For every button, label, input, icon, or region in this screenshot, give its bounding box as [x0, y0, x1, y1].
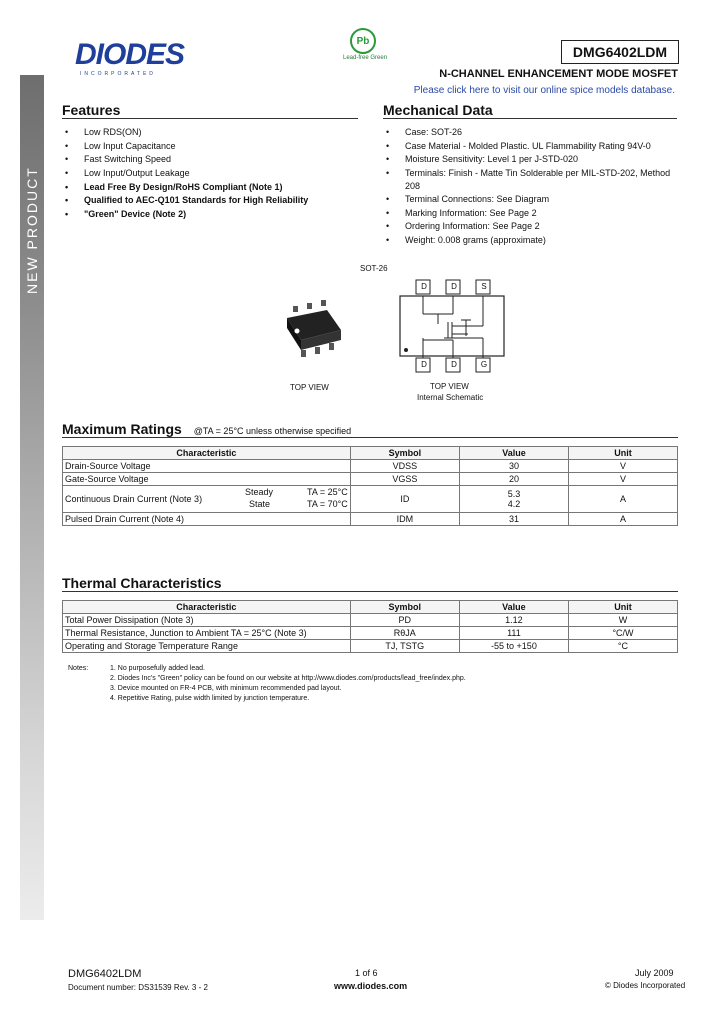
- list-item: • Lead Free By Design/RoHS Compliant (Note 1): [62, 181, 362, 195]
- list-item: • Low Input/Output Leakage: [62, 167, 362, 181]
- list-item: • Low Input Capacitance: [62, 140, 362, 154]
- table-row: Total Power Dissipation (Note 3) PD 1.12 W: [63, 614, 678, 627]
- note-item: 2. Diodes Inc's "Green" policy can be found on our website at http://www.diodes.com/products/lead_free/index.php.: [110, 675, 466, 682]
- list-item: • Terminals: Finish - Matte Tin Solderable per MIL-STD-202, Method 208: [383, 167, 675, 193]
- table-row: Operating and Storage Temperature Range TJ, TSTG -55 to +150 °C: [63, 640, 678, 653]
- footer-part-number: DMG6402LDM: [68, 968, 142, 980]
- footer-page-number: 1 of 6: [355, 968, 378, 978]
- table-row: Drain-Source Voltage VDSS 30 V: [63, 460, 678, 473]
- package-label: SOT-26: [360, 264, 388, 273]
- schematic-top-view-label: TOP VIEW: [430, 382, 469, 391]
- thermal-table: [62, 600, 678, 653]
- max-ratings-heading: Maximum Ratings @TA = 25°C unless otherwise specified: [62, 421, 678, 438]
- pin-label-top: S: [481, 282, 487, 291]
- list-item: • Weight: 0.008 grams (approximate): [383, 234, 683, 248]
- footer-copyright: © Diodes Incorporated: [605, 981, 686, 990]
- device-subtitle: N-CHANNEL ENHANCEMENT MODE MOSFET: [439, 68, 678, 80]
- note-item: 4. Repetitive Rating, pulse width limited by junction temperature.: [110, 695, 310, 702]
- pin-label-top: D: [451, 282, 457, 291]
- list-item: • "Green" Device (Note 2): [62, 208, 362, 222]
- mechanical-heading: Mechanical Data: [383, 102, 677, 119]
- list-item: • Fast Switching Speed: [62, 153, 362, 167]
- list-item: • Qualified to AEC-Q101 Standards for High Reliability: [62, 194, 362, 208]
- side-banner-text: NEW PRODUCT: [24, 166, 40, 294]
- mechanical-list: [383, 126, 683, 248]
- table-row: Thermal Resistance, Junction to Ambient TA = 25°C (Note 3) RθJA 111 °C/W: [63, 627, 678, 640]
- footer-date: July 2009: [635, 968, 674, 978]
- part-number: DMG6402LDM: [561, 40, 679, 64]
- company-logo-subtext: INCORPORATED: [80, 71, 156, 77]
- table-row: Continuous Drain Current (Note 3) Steady State TA = 25°C TA = 70°C ID 5.3 4.2 A: [63, 486, 678, 513]
- table-header-row: Characteristic Symbol Value Unit: [63, 601, 678, 614]
- notes-label: Notes:: [68, 665, 89, 672]
- package-top-view-label: TOP VIEW: [290, 383, 329, 392]
- schematic-caption: Internal Schematic: [417, 393, 484, 402]
- features-list: [62, 126, 362, 222]
- footer-website-link[interactable]: www.diodes.com: [334, 981, 408, 991]
- note-item: 3. Device mounted on FR-4 PCB, with minimum recommended pad layout.: [110, 685, 342, 692]
- pin-label-top: D: [421, 282, 427, 291]
- company-logo: DIODES: [75, 38, 185, 71]
- table-row: Pulsed Drain Current (Note 4) IDM 31 A: [63, 513, 678, 526]
- footer-document-number: Document number: DS31539 Rev. 3 - 2: [68, 983, 208, 992]
- lead-free-icon: Pb: [350, 28, 376, 54]
- spice-models-link[interactable]: Please click here to visit our online spice models database.: [413, 85, 675, 96]
- features-heading: Features: [62, 102, 358, 119]
- pin-label-bottom: D: [421, 360, 427, 369]
- list-item: • Terminal Connections: See Diagram: [383, 193, 683, 207]
- max-ratings-condition: @TA = 25°C unless otherwise specified: [193, 426, 352, 436]
- pin-label-bottom: D: [451, 360, 457, 369]
- list-item: • Case Material - Molded Plastic. UL Flammability Rating 94V-0: [383, 140, 683, 154]
- table-header-row: Characteristic Symbol Value Unit: [63, 447, 678, 460]
- list-item: • Case: SOT-26: [383, 126, 683, 140]
- list-item: • Ordering Information: See Page 2: [383, 220, 683, 234]
- package-drawing: [275, 300, 350, 370]
- list-item: • Moisture Sensitivity: Level 1 per J-STD-020: [383, 153, 683, 167]
- lead-free-caption: Lead-free Green: [343, 55, 388, 61]
- thermal-heading: Thermal Characteristics: [62, 575, 678, 592]
- list-item: • Low RDS(ON): [62, 126, 362, 140]
- table-row: Gate-Source Voltage VGSS 20 V: [63, 473, 678, 486]
- list-item: • Marking Information: See Page 2: [383, 207, 683, 221]
- note-item: 1. No purposefully added lead.: [110, 665, 205, 672]
- max-ratings-table: [62, 446, 678, 526]
- pin-label-bottom: G: [480, 360, 488, 369]
